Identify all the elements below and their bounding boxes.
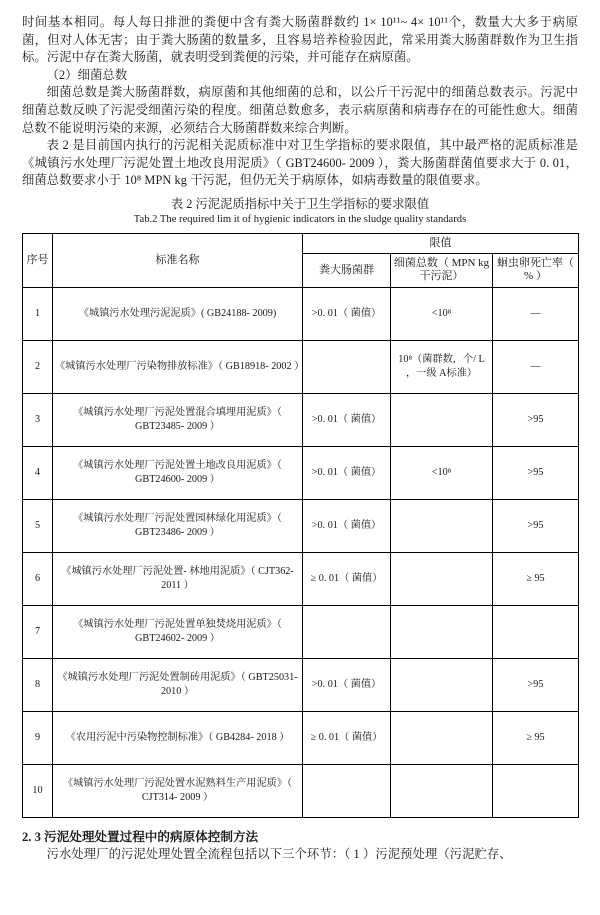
cell-standard-name: 《城镇污水处理厂污泥处置园林绿化用泥质》（ GBT23486- 2009 ） [53, 499, 303, 552]
cell-index: 4 [23, 446, 53, 499]
cell-standard-name: 《城镇污水处理厂污泥处置土地改良用泥质》（ GBT24600- 2009 ） [53, 446, 303, 499]
cell-coliform [303, 605, 391, 658]
cell-index: 2 [23, 340, 53, 393]
table-row [23, 605, 579, 658]
cell-standard-name: 《农用污泥中污染物控制标准》（ GB4284- 2018 ） [53, 711, 303, 764]
header-index: 序号 [23, 233, 53, 287]
cell-bacteria: <10⁸ [391, 287, 493, 340]
section-heading: 2. 3 污泥处理处置过程中的病原体控制方法 [22, 829, 259, 844]
cell-worm: ≥ 95 [493, 711, 579, 764]
cell-worm: >95 [493, 658, 579, 711]
cell-bacteria [391, 605, 493, 658]
table-title-cn: 表 2 污泥泥质指标中关于卫生学指标的要求限值 [170, 196, 430, 211]
cell-standard-name: 《城镇污水处理厂污泥处置- 林地用泥质》（ CJT362- 2011 ） [53, 552, 303, 605]
table-row [23, 711, 579, 764]
cell-worm [493, 605, 579, 658]
cell-standard-name: 《城镇污水处理厂污泥处置单独焚烧用泥质》（ GBT24602- 2009 ） [53, 605, 303, 658]
cell-bacteria [391, 393, 493, 446]
cell-worm: — [493, 340, 579, 393]
table-row [23, 764, 579, 817]
cell-coliform [303, 340, 391, 393]
cell-index: 5 [23, 499, 53, 552]
cell-standard-name: 《城镇污水处理厂污染物排放标准》（ GB18918- 2002 ） [53, 340, 303, 393]
cell-coliform: ≥ 0. 01（ 菌值） [303, 711, 391, 764]
table-row [23, 658, 579, 711]
cell-standard-name: 《城镇污水处理厂污泥处置水泥熟料生产用泥质》（ CJT314- 2009 ） [53, 764, 303, 817]
table-row [23, 499, 579, 552]
cell-bacteria [391, 711, 493, 764]
header-standard-name: 标准名称 [53, 233, 303, 287]
cell-bacteria [391, 764, 493, 817]
table-row [23, 393, 579, 446]
header-limit-group: 限值 [303, 233, 579, 253]
cell-bacteria: <10⁸ [391, 446, 493, 499]
table-row [23, 340, 579, 393]
paragraph-4: 表 2 是目前国内执行的污泥相关泥质标准中对卫生学指标的要求限值，其中最严格的泥质标准是《城镇污水处理厂污泥处置土地改良用泥质》（ GBT24600- 2009 ），粪大肠菌群菌值要求大于 0. 01，细菌总数要求小于 10⁸ MPN kg 干污泥，但仍无关于病原体，如病毒数量的限值要求。 [22, 138, 578, 188]
cell-worm: >95 [493, 393, 579, 446]
cell-standard-name: 《城镇污水处理厂污泥处置混合填埋用泥质》（ GBT23485- 2009 ） [53, 393, 303, 446]
paragraph-2: （2）细菌总数 [46, 67, 128, 82]
cell-coliform [303, 764, 391, 817]
cell-worm: ≥ 95 [493, 552, 579, 605]
cell-coliform: >0. 01（ 菌值） [303, 393, 391, 446]
cell-coliform: >0. 01（ 菌值） [303, 446, 391, 499]
cell-worm: >95 [493, 499, 579, 552]
table-title-en: Tab.2 The required lim it of hygienic indicators in the sludge quality standards [133, 213, 467, 225]
table-row [23, 287, 579, 340]
paragraph-3: 细菌总数是粪大肠菌群数，病原菌和其他细菌的总和，以公斤干污泥中的细菌总数表示。污泥中细菌总数反映了污泥受细菌污染的程度。细菌总数愈多，表示病原菌和病毒存在的可能性愈大。细菌总数不能说明污染的来源，必须结合大肠菌群数来综合判断。 [22, 85, 578, 135]
cell-index: 9 [23, 711, 53, 764]
cell-index: 7 [23, 605, 53, 658]
cell-bacteria [391, 658, 493, 711]
cell-standard-name: 《城镇污水处理污泥泥质》( GB24188- 2009) [53, 287, 303, 340]
cell-bacteria [391, 552, 493, 605]
cell-index: 3 [23, 393, 53, 446]
sludge-quality-table [22, 233, 579, 818]
cell-coliform: >0. 01（ 菌值） [303, 658, 391, 711]
cell-worm: >95 [493, 446, 579, 499]
table-row [23, 552, 579, 605]
header-worm-egg: 蛔虫卵死亡率（ % ） [493, 254, 579, 287]
table-row [23, 446, 579, 499]
cell-bacteria [391, 499, 493, 552]
cell-index: 1 [23, 287, 53, 340]
cell-index: 6 [23, 552, 53, 605]
cell-coliform: >0. 01（ 菌值） [303, 287, 391, 340]
header-coliform: 粪大肠菌群 [303, 254, 391, 287]
cell-coliform: >0. 01（ 菌值） [303, 499, 391, 552]
cell-index: 10 [23, 764, 53, 817]
cell-worm: — [493, 287, 579, 340]
section-paragraph: 污水处理厂的污泥处理处置全流程包括以下三个环节：（ 1 ）污泥预处理（污泥贮存、 [46, 846, 512, 861]
cell-worm [493, 764, 579, 817]
cell-coliform: ≥ 0. 01（ 菌值） [303, 552, 391, 605]
table-header-row-1 [23, 233, 579, 253]
cell-index: 8 [23, 658, 53, 711]
paragraph-1: 时间基本相同。每人每日排泄的粪便中含有粪大肠菌群数约 1× 10¹¹~ 4× 10¹¹个，数量大大多于病原菌，但对人体无害；由于粪大肠菌的数量多，且容易培养检验因此，常采用粪大肠菌群数作为卫生指标。污泥中存在粪大肠菌，就表明受到粪便的污染，并可能存在病原菌。 [22, 15, 578, 65]
cell-standard-name: 《城镇污水处理厂污泥处置制砖用泥质》（ GBT25031- 2010 ） [53, 658, 303, 711]
header-bacteria-total: 细菌总数（ MPN kg 干污泥） [391, 254, 493, 287]
cell-bacteria: 10⁸（菌群数，个/ L ，一级 A标准） [391, 340, 493, 393]
